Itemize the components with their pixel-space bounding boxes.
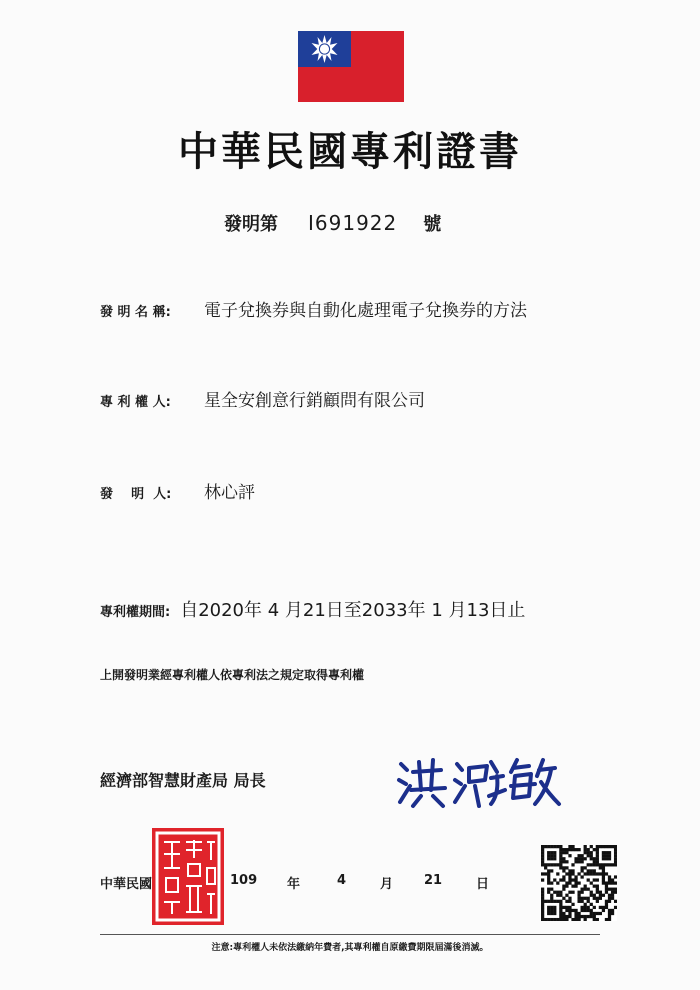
- issue-date-era: 中華民國: [100, 877, 153, 892]
- patentee-row: [100, 386, 425, 411]
- patent-term-value: 自2020年 4 月21日至2033年 1 月13日止: [180, 600, 526, 621]
- issue-date-day: 21: [424, 873, 443, 888]
- patent-number-suffix: 號: [423, 214, 442, 235]
- issue-date-day-unit: 日: [476, 877, 490, 892]
- issue-date-year-unit: 年: [287, 877, 301, 892]
- inventor-row: [100, 478, 255, 503]
- inventor-label: 發 明 人:: [100, 487, 172, 502]
- invention-title-row: [100, 296, 527, 321]
- patentee-value: 星全安創意行銷顧問有限公司: [204, 391, 425, 411]
- issue-date-year: 109: [230, 873, 258, 888]
- national-flag-icon: [298, 31, 404, 102]
- invention-title-value: 電子兌換券與自動化處理電子兌換券的方法: [204, 301, 527, 321]
- issue-date-month-unit: 月: [380, 877, 394, 892]
- issue-date-month: 4: [337, 873, 347, 888]
- issue-date-row: [100, 873, 520, 893]
- issuing-authority: 經濟部智慧財產局 局長: [100, 771, 266, 790]
- grant-statement: 上開發明業經專利權人依專利法之規定取得專利權: [100, 668, 365, 682]
- patent-term-label: 專利權期間:: [100, 605, 171, 620]
- patentee-label: 專 利 權 人:: [100, 395, 171, 410]
- certificate-title: 中華民國專利證書: [178, 128, 522, 175]
- qr-code-icon: [541, 845, 617, 921]
- patent-number: I691922: [308, 211, 398, 235]
- invention-title-label: 發 明 名 稱:: [100, 305, 171, 320]
- inventor-value: 林心評: [204, 483, 255, 503]
- patent-term-row: [100, 596, 525, 622]
- patent-number-row: [224, 210, 441, 236]
- footer-divider: [100, 934, 600, 935]
- director-signature: [395, 750, 565, 814]
- footer-note: 注意:專利權人未依法繳納年費者,其專利權自原繳費期限屆滿後消滅。: [211, 943, 489, 953]
- patent-number-prefix: 發明第: [224, 214, 278, 235]
